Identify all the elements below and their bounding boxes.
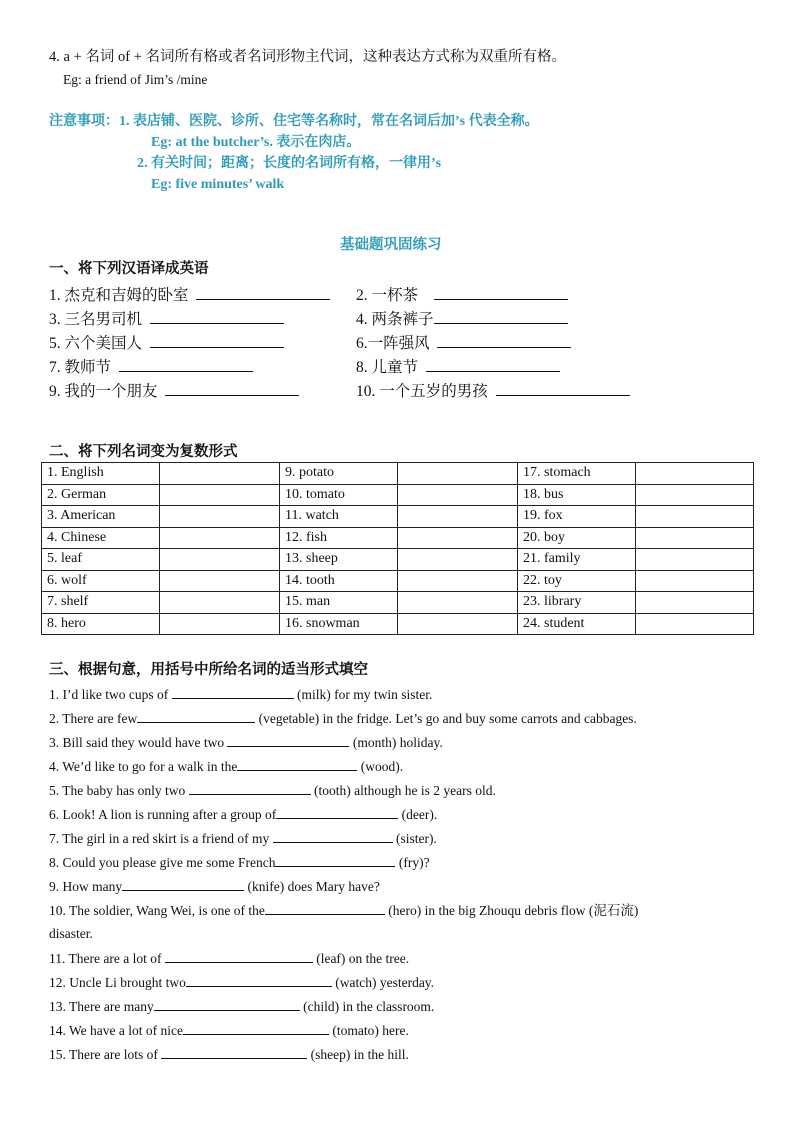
translation-item-5: 5. 六个美国人 [49,333,284,354]
answer-blank[interactable] [122,877,244,891]
note-1-text: 1. 表店铺、医院、诊所、住宅等名称时，常在名词后加’s 代表全称。 [119,114,539,129]
note-1-example: Eg: at the butcher’s. 表示在肉店。 [151,135,361,150]
answer-blank[interactable] [186,973,332,987]
translation-item-8: 8. 儿童节 [356,357,560,378]
table-row [42,592,754,614]
answer-blank[interactable] [150,333,284,348]
answer-blank[interactable] [196,285,330,300]
answer-cell[interactable] [160,549,280,571]
sentence-4: 4. We’d like to go for a walk in the (wood). [49,759,404,774]
answer-blank[interactable] [426,357,560,372]
sentence-10: 10. The soldier, Wang Wei, is one of the (hero) in the big Zhouqu debris flow (泥石流) [49,903,639,918]
sentence-2: 2. There are few (vegetable) in the fridge. Let’s go and buy some carrots and cabbages. [49,711,637,726]
table-row [42,549,754,571]
noun-cell: 2. German [42,484,160,506]
sentence-7: 7. The girl in a red skirt is a friend of my (sister). [49,831,437,846]
answer-cell[interactable] [636,484,754,506]
answer-cell[interactable] [636,613,754,635]
answer-cell[interactable] [160,527,280,549]
sentence-12: 12. Uncle Li brought two (watch) yesterday. [49,975,435,990]
answer-blank[interactable] [119,357,253,372]
rule-4-example: Eg: a friend of Jim’s /mine [63,72,208,87]
sentence-13: 13. There are many (child) in the classroom. [49,999,435,1014]
answer-cell[interactable] [636,527,754,549]
noun-cell: 8. hero [42,613,160,635]
answer-blank[interactable] [150,309,284,324]
answer-cell[interactable] [636,549,754,571]
answer-cell[interactable] [398,484,518,506]
noun-cell: 3. American [42,506,160,528]
answer-blank[interactable] [154,997,300,1011]
sentence-9: 9. How many (knife) does Mary have? [49,879,380,894]
noun-cell: 1. English [42,463,160,485]
rule-4: 4. a + 名词 of + 名词所有格或者名词形物主代词，这种表达方式称为双重所有格。 [49,49,566,65]
section-3-heading: 三、根据句意，用括号中所给名词的适当形式填空 [49,662,368,678]
translation-item-4: 4. 两条裤子 [356,309,568,330]
answer-cell[interactable] [398,463,518,485]
answer-cell[interactable] [398,592,518,614]
answer-blank[interactable] [165,381,299,396]
table-row [42,527,754,549]
answer-cell[interactable] [160,592,280,614]
noun-cell: 17. stomach [518,463,636,485]
noun-cell: 14. tooth [280,570,398,592]
note-2-example: Eg: five minutes’ walk [151,177,285,192]
answer-cell[interactable] [636,463,754,485]
noun-cell: 24. student [518,613,636,635]
noun-cell: 19. fox [518,506,636,528]
noun-cell: 23. library [518,592,636,614]
answer-cell[interactable] [636,592,754,614]
sentence-11: 11. There are a lot of (leaf) on the tree. [49,951,410,966]
answer-cell[interactable] [398,506,518,528]
sentence-3: 3. Bill said they would have two (month) holiday. [49,735,443,750]
answer-cell[interactable] [160,506,280,528]
answer-cell[interactable] [398,549,518,571]
translation-item-10: 10. 一个五岁的男孩 [356,381,630,402]
noun-cell: 9. potato [280,463,398,485]
answer-cell[interactable] [636,570,754,592]
note-1 [49,113,539,131]
plural-nouns-table [41,462,754,635]
answer-blank[interactable] [237,757,357,771]
translation-item-2: 2. 一杯茶 [356,285,568,306]
translation-item-3: 3. 三名男司机 [49,309,284,330]
sentence-1: 1. I’d like two cups of (milk) for my twin sister. [49,687,433,702]
note-2: 2. 有关时间；距离；长度的名词所有格，一律用’s [137,156,442,171]
answer-cell[interactable] [398,570,518,592]
section-1-heading: 一、将下列汉语译成英语 [49,261,209,277]
note-label: 注意事项： [49,114,119,129]
sentence-10-continued: disaster. [49,926,93,941]
noun-cell: 10. tomato [280,484,398,506]
noun-cell: 21. family [518,549,636,571]
translation-item-1: 1. 杰克和吉姆的卧室 [49,285,330,306]
answer-blank[interactable] [161,1045,307,1059]
noun-cell: 20. boy [518,527,636,549]
noun-cell: 12. fish [280,527,398,549]
answer-cell[interactable] [160,570,280,592]
answer-cell[interactable] [160,613,280,635]
answer-cell[interactable] [160,484,280,506]
answer-blank[interactable] [265,901,385,915]
noun-cell: 22. toy [518,570,636,592]
noun-cell: 18. bus [518,484,636,506]
translation-item-6: 6.一阵强风 [356,333,571,354]
sentence-5: 5. The baby has only two (tooth) although he is 2 years old. [49,783,496,798]
sentence-15: 15. There are lots of (sheep) in the hill. [49,1047,409,1062]
table-row [42,613,754,635]
answer-blank[interactable] [276,805,398,819]
answer-blank[interactable] [273,829,393,843]
translation-item-7: 7. 教师节 [49,357,253,378]
exercise-title: 基础题巩固练习 [340,237,442,253]
noun-cell: 15. man [280,592,398,614]
noun-cell: 7. shelf [42,592,160,614]
answer-blank[interactable] [434,285,568,300]
table-row [42,570,754,592]
noun-cell: 16. snowman [280,613,398,635]
translation-item-9: 9. 我的一个朋友 [49,381,299,402]
answer-cell[interactable] [398,613,518,635]
answer-cell[interactable] [636,506,754,528]
noun-cell: 11. watch [280,506,398,528]
section-2-heading: 二、将下列名词变为复数形式 [49,444,238,460]
answer-blank[interactable] [434,309,568,324]
noun-cell: 6. wolf [42,570,160,592]
answer-blank[interactable] [137,709,255,723]
sentence-14: 14. We have a lot of nice (tomato) here. [49,1023,409,1038]
answer-blank[interactable] [172,685,294,699]
answer-cell[interactable] [398,527,518,549]
table-row [42,506,754,528]
noun-cell: 13. sheep [280,549,398,571]
answer-blank[interactable] [437,333,571,348]
answer-blank[interactable] [275,853,395,867]
sentence-8: 8. Could you please give me some French (fry)? [49,855,430,870]
answer-cell[interactable] [160,463,280,485]
answer-blank[interactable] [189,781,311,795]
answer-blank[interactable] [165,949,313,963]
table-row [42,463,754,485]
noun-cell: 4. Chinese [42,527,160,549]
answer-blank[interactable] [227,733,349,747]
answer-blank[interactable] [183,1021,329,1035]
table-row [42,484,754,506]
answer-blank[interactable] [496,381,630,396]
noun-cell: 5. leaf [42,549,160,571]
sentence-6: 6. Look! A lion is running after a group of (deer). [49,807,438,822]
